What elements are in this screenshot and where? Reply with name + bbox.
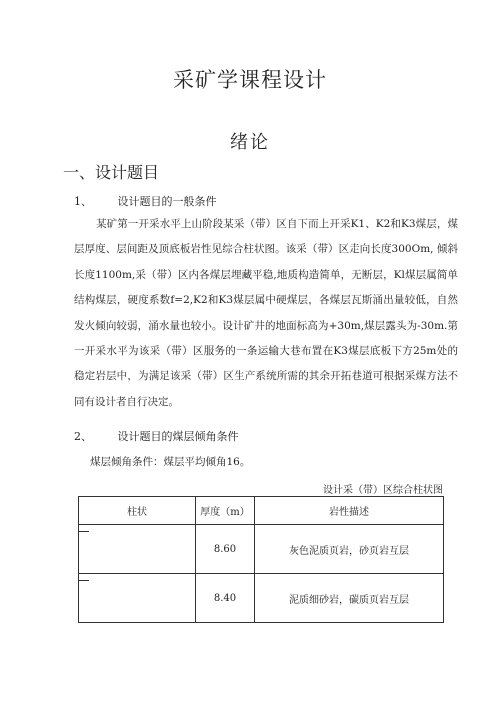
subheading-text: 设计题目的煤层倾角条件 bbox=[117, 430, 239, 443]
header-thickness: 厚度（m） bbox=[196, 497, 255, 525]
section-title: 绪论 bbox=[230, 132, 270, 153]
subheading-number: 2、 bbox=[74, 430, 92, 443]
lithology-cell: 灰色泥质页岩，砂页岩互层 bbox=[255, 525, 444, 574]
header-lithology: 岩性描述 bbox=[255, 497, 444, 525]
table-header-row bbox=[79, 497, 444, 525]
strata-line-mark bbox=[79, 531, 89, 532]
subheading-number: 1、 bbox=[74, 195, 92, 208]
thickness-cell: 8.40 bbox=[196, 574, 255, 623]
subheading-general-conditions bbox=[74, 193, 217, 209]
table-caption: 设计采（带）区综合柱状图 bbox=[323, 485, 443, 496]
column-graphic-cell bbox=[79, 525, 196, 574]
table-row bbox=[79, 525, 444, 574]
stratigraphic-column-table bbox=[78, 496, 444, 623]
column-graphic-cell bbox=[79, 574, 196, 623]
subheading-dip-conditions bbox=[74, 428, 239, 444]
strata-line-mark bbox=[79, 580, 89, 581]
lithology-cell: 泥质细砂岩，碳质页岩互层 bbox=[255, 574, 444, 623]
dip-conditions-paragraph: 煤层倾角条件：煤层平均倾角16。 bbox=[90, 456, 251, 468]
table-row bbox=[79, 574, 444, 623]
document-title: 采矿学课程设计 bbox=[173, 68, 327, 92]
thickness-cell: 8.60 bbox=[196, 525, 255, 574]
header-column-graphic: 柱状 bbox=[79, 497, 196, 525]
general-conditions-paragraph: 某矿第一开采水平上山阶段某采（带）区自下而上开采K1、K2和K3煤层，煤层厚度、层间距及顶底板岩性见综合柱状图。该采（带）区走向长度300Om, 倾斜长度1100m,采（带）区内各煤层埋藏平稳,地质构造简单，无断层，Kl煤层属简单结构煤层，硬度系数f=2,K2和K3煤层属中硬煤层，各煤层瓦斯涌出量较低，自然发火倾向较弱，涌水量也较小。设计矿井的地面标高为+30m,煤层露头为-30m.第一开采水平为该采（带）区服务的一条运输大巷布置在K3煤层底板下方25m处的稳定岩层中，为满足该采（带）区生产系统所需的其余开拓巷道可根据采煤方法不同有设计者自行决定。 bbox=[74, 218, 458, 408]
heading-design-topic: 一、设计题目 bbox=[63, 163, 160, 182]
subheading-text: 设计题目的一般条件 bbox=[117, 195, 217, 208]
